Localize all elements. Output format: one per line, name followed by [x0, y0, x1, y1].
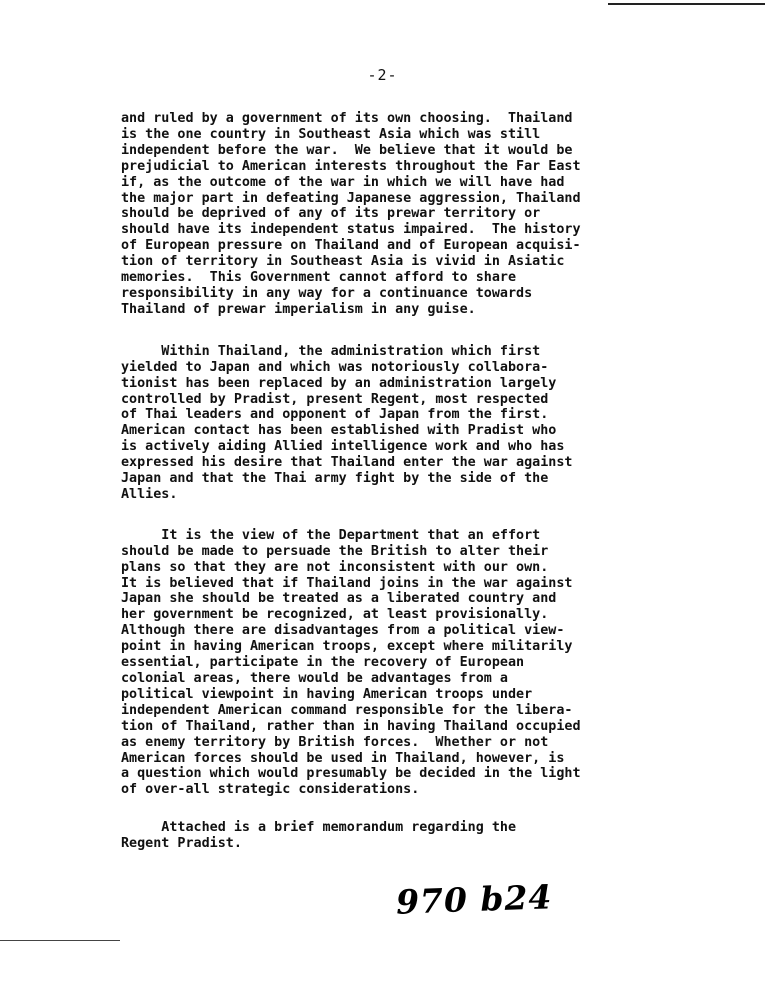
scan-edge-line: [608, 3, 765, 5]
scan-margin-line: [0, 940, 120, 941]
paragraph-thailand-independence: and ruled by a government of its own choosing. Thailand is the one country in Southeast Asia which was still independent before the war. We believe that it would be prejudicial to American interests throughout the Far East if, as the outcome of the war in which we will have had the major part in defeating Japanese aggression, Thailand should be deprived of any of its prewar territory or should have its independent status impaired. The history of European pressure on Thailand and of European acquisi- tion of territory in Southeast Asia is vivid in Asiatic memories. This Government cannot afford to share responsibility in any way for a continuance towards Thailand of prewar imperialism in any guise.: [121, 111, 581, 317]
paragraph-department-view: It is the view of the Department that an effort should be made to persuade the British to alter their plans so that they are not inconsistent with our own. It is believed that if Thailand joins in the war against Japan she should be treated as a liberated country and her government be recognized, at least provisionally. Although there are disadvantages from a political view- point in having American troops, except where militarily essential, participate in the recovery of European colonial areas, there would be advantages from a political viewpoint in having American troops under independent American command responsible for the libera- tion of Thailand, rather than in having Thailand occupied as enemy territory by British forces. Whether or not American forces should be used in Thailand, however, is a question which would presumably be decided in the light of over-all strategic considerations.: [121, 527, 581, 798]
handwritten-file-number: 970 b24: [395, 877, 554, 922]
document-body: [121, 111, 631, 871]
paragraph-attachment-note: Attached is a brief memorandum regarding the Regent Pradist.: [121, 820, 517, 852]
page-number: -2-: [367, 66, 398, 84]
paragraph-pradist-administration: Within Thailand, the administration which first yielded to Japan and which was notoriously collabora- tionist has been replaced by an administration largely controlled by Pradist, present Regent, most respected of Thai leaders and opponent of Japan from the first. American contact has been established with Pradist who is actively aiding Allied intelligence work and who has expressed his desire that Thailand enter the war against Japan and that the Thai army fight by the side of the Allies.: [121, 343, 573, 502]
